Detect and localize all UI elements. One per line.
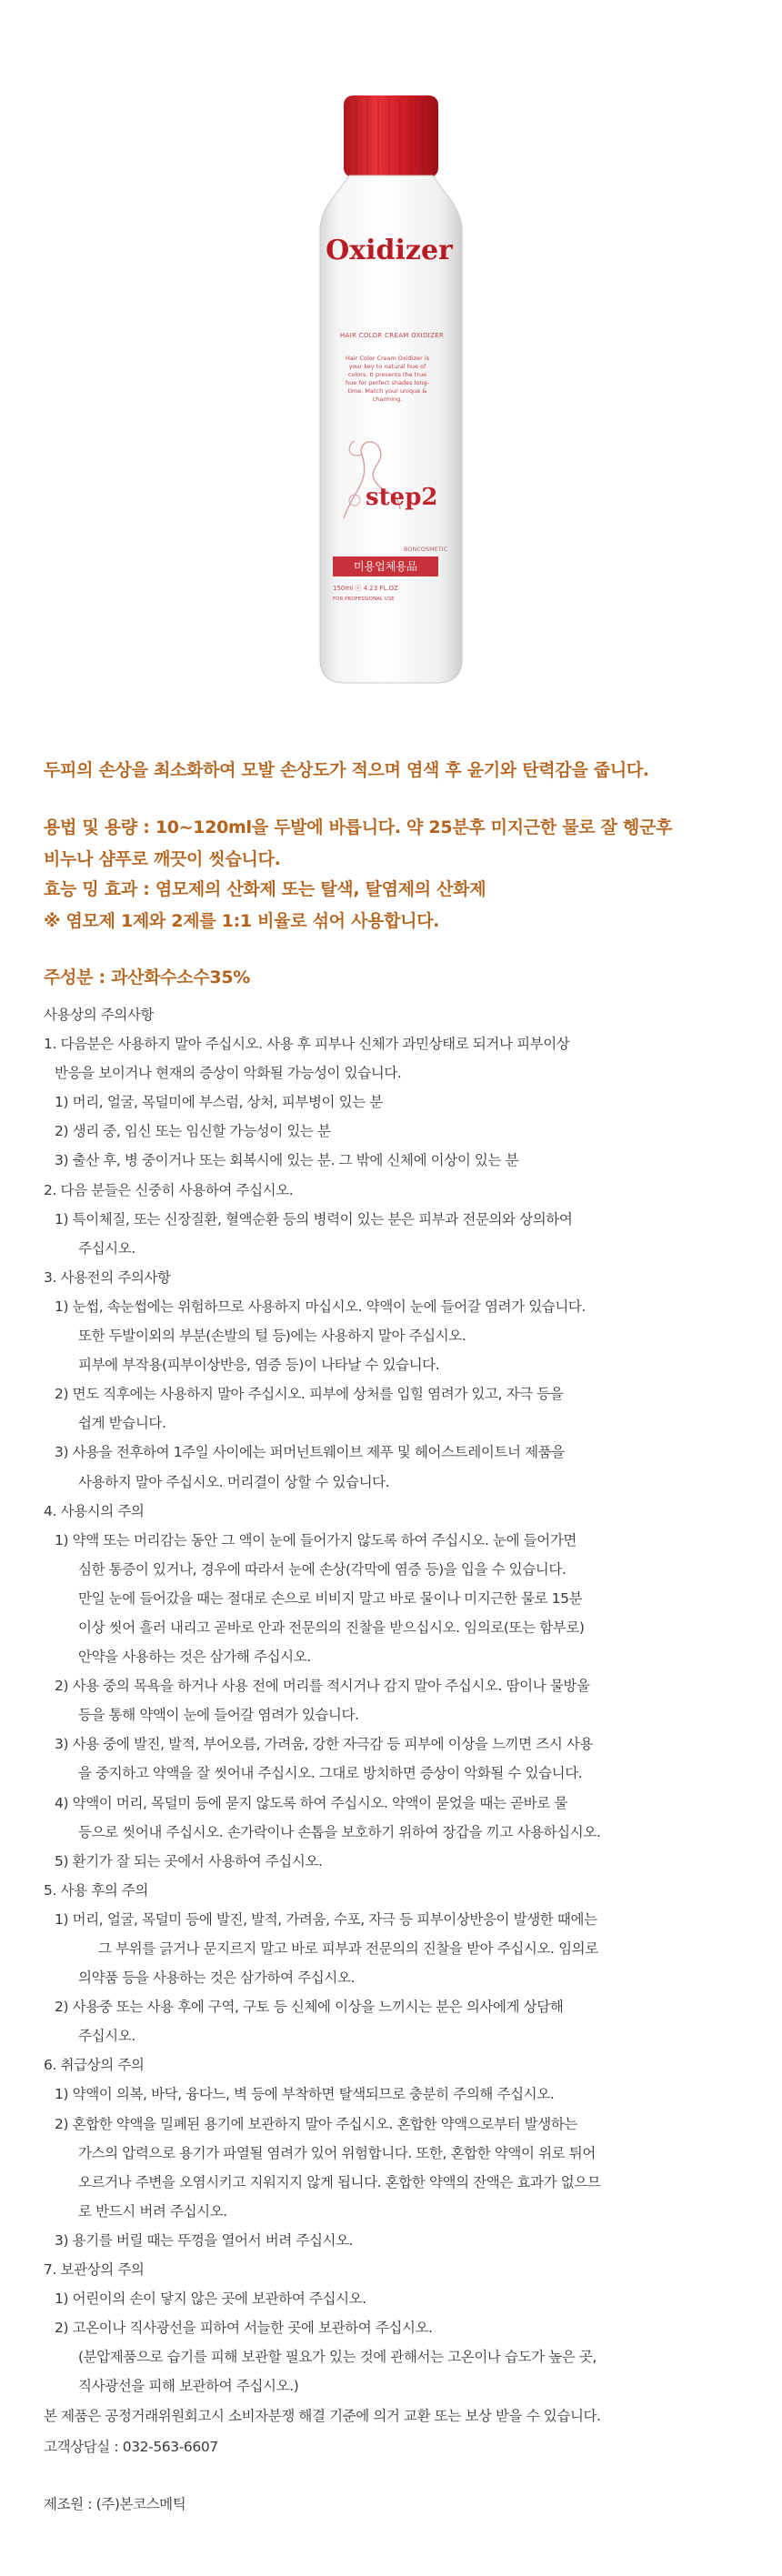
caution-line: 2) 혼합한 약액을 밀폐된 용기에 보관하지 말아 주십시오. 혼합한 약액으로부터 발생하는 <box>55 2115 577 2132</box>
product-label-subtitle: HAIR COLOR CREAM OXIDIZER <box>339 332 445 339</box>
caution-line: 안약을 사용하는 것은 삼가해 주십시오. <box>78 1649 311 1666</box>
caution-line: 2) 고온이나 직사광선을 피하여 서늘한 곳에 보관하여 주십시오. <box>55 2320 433 2337</box>
exchange-notice: 본 제품은 공정거래위원회고시 소비자분쟁 해결 기준에 의거 교환 또는 보상 받을 수 있습니다. <box>44 2408 601 2424</box>
cautions-list <box>44 1000 762 2401</box>
manufacturer: 제조원 : (주)본코스메틱 <box>44 2496 186 2512</box>
caution-line: 6. 취급상의 주의 <box>44 2057 145 2074</box>
caution-line: 등으로 씻어내 주십시오. 손가락이나 손톱을 보호하기 위하여 장갑을 끼고 사용하십시오. <box>78 1823 601 1840</box>
product-step: step2 <box>366 484 438 511</box>
caution-line: 을 중지하고 약액을 잘 씻어내 주십시오. 그대로 방치하면 증상이 악화될 수 있습니다. <box>78 1765 583 1782</box>
caution-line: 3) 출산 후, 병 중이거나 또는 회복시에 있는 분. 그 밖에 신체에 이상이 있는 분 <box>55 1152 519 1169</box>
caution-line: 5) 환기가 잘 되는 곳에서 사용하여 주십시오. <box>55 1852 323 1869</box>
product-maker-small: BONCOSMETIC <box>404 546 448 553</box>
caution-line: 1) 머리, 얼굴, 목덜미에 부스럼, 상처, 피부병이 있는 분 <box>55 1094 383 1111</box>
caution-line: 3. 사용전의 주의사항 <box>44 1268 171 1286</box>
caution-line: 심한 통증이 있거나, 경우에 따라서 눈에 손상(각막에 염증 등)을 입을 수 있습니다. <box>78 1560 566 1578</box>
caution-line: 2) 사용중 또는 사용 후에 구역, 구토 등 신체에 이상을 느끼시는 분은 의사에게 상담해 <box>55 1999 564 2016</box>
caution-line: 2) 사용 중의 목욕을 하거나 사용 전에 머리를 적시거나 감지 말아 주십시오. 땀이나 물방울 <box>55 1678 590 1695</box>
caution-line: 4) 약액이 머리, 목덜미 등에 묻지 않도록 하여 주십시오. 약액이 묻었을 때는 곧바로 물 <box>55 1794 567 1811</box>
caution-line: 등을 통해 약액이 눈에 들어갈 염려가 있습니다. <box>78 1707 359 1724</box>
caution-line: 직사광선을 피해 보관하여 주십시오.) <box>78 2378 299 2395</box>
caution-line: 사용하지 말아 주십시오. 머리결이 상할 수 있습니다. <box>78 1473 390 1490</box>
caution-line: 1) 눈썹, 속눈썹에는 위험하므로 사용하지 마십시오. 약액이 눈에 들어갈 염려가 있습니다. <box>55 1298 586 1315</box>
caution-line: 만일 눈에 들어갔을 때는 절대로 손으로 비비지 말고 바로 물이나 미지근한 물로 15분 <box>78 1589 583 1607</box>
caution-line: 3) 사용을 전후하여 1주일 사이에는 퍼머넌트웨이브 제푸 및 헤어스트레이트너 제품을 <box>55 1444 565 1461</box>
caution-line: (분압제품으로 습기를 피해 보관할 필요가 있는 것에 관해서는 고온이나 습도가 높은 곳, <box>78 2349 597 2366</box>
caution-line: 2) 생리 중, 임신 또는 임신할 가능성이 있는 분 <box>55 1123 331 1140</box>
product-pro-use: FOR PROFESSIONAL USE <box>333 596 395 602</box>
caution-line: 주십시오. <box>78 1239 135 1257</box>
effect-text: 효능 밍 효과 : 염모제의 산화제 또는 탈색, 탈염제의 산화제 <box>44 879 486 899</box>
product-ko-tag: 미용업체용品 <box>333 556 438 576</box>
mix-ratio-text: ※ 염모제 1제와 2제를 1:1 비율로 섞어 사용합니다. <box>44 911 440 931</box>
caution-line: 1) 약액 또는 머리감는 동안 그 액이 눈에 들어가지 않도록 하여 주십시오. 눈에 들어가면 <box>55 1531 576 1549</box>
caution-line: 1) 머리, 얼굴, 목덜미 등에 발진, 발적, 가려움, 수포, 자극 등 피부이상반응이 발생한 때에는 <box>55 1910 597 1928</box>
product-label-body: Hair Color Cream Oxidizer is your key to natural hue of colors. It presents the true hue for perfect shades long-time. Match your unique & charming. <box>345 355 430 403</box>
caution-line: 그 부위를 긁거나 문지르지 말고 바로 피부과 전문의의 진찰을 받아 주십시오. 임의로 <box>98 1940 598 1957</box>
caution-line: 피부에 부작용(피부이상반응, 염증 등)이 나타날 수 있습니다. <box>78 1357 440 1374</box>
ingredient-text: 주성분 : 과산화수소수35% <box>44 967 250 987</box>
caution-line: 쉽게 받습니다. <box>78 1415 166 1432</box>
usage-line-1: 용법 및 용량 : 10~120ml을 두발에 바릅니다. 약 25분후 미지근한 물로 잘 헹군후 <box>44 817 673 837</box>
usage-line-2: 비누나 샴푸로 깨끗이 씻습니다. <box>44 849 281 869</box>
caution-line: 반응을 보이거나 현재의 증상이 악화될 가능성이 있습니다. <box>55 1065 402 1082</box>
caution-line: 오르거나 주변을 오염시키고 지워지지 않게 됩니다. 혼합한 약액의 잔액은 효과가 없으므 <box>78 2173 601 2190</box>
caution-line: 로 반드시 버려 주십시오. <box>78 2202 227 2220</box>
caution-line: 7. 보관상의 주의 <box>44 2261 145 2279</box>
caution-line: 1. 다음분은 사용하지 말아 주십시오. 사용 후 피부나 신체가 과민상태로 되거나 피부이상 <box>44 1036 570 1053</box>
customer-service: 고객상담실 : 032-563-6607 <box>44 2439 218 2455</box>
floral-ornament <box>335 427 407 527</box>
caution-line: 의약품 등을 사용하는 것은 삼가하여 주십시오. <box>78 1970 356 1987</box>
caution-line: 또한 두발이외의 부분(손발의 털 등)에는 사용하지 말아 주십시오. <box>78 1328 466 1345</box>
intro-text: 두피의 손상을 최소화하여 모발 손상도가 적으며 염색 후 윤기와 탄력감을 줍니다. <box>44 760 649 780</box>
caution-line: 5. 사용 후의 주의 <box>44 1881 149 1899</box>
caution-line: 4. 사용시의 주의 <box>44 1502 145 1519</box>
caution-line: 1) 어린이의 손이 닿지 않은 곳에 보관하여 주십시오. <box>55 2290 366 2308</box>
product-brand: Oxidizer <box>326 235 453 266</box>
caution-line: 가스의 압력으로 용기가 파열될 염려가 있어 위험합니다. 또한, 혼합한 약액이 위로 튀어 <box>78 2144 596 2161</box>
caution-line: 3) 용기를 버릴 때는 뚜껑을 열어서 버려 주십시오. <box>55 2231 354 2249</box>
product-volume: 150ml ⓔ 4.23 FL.OZ <box>333 585 398 592</box>
caution-line: 사용상의 주의사항 <box>44 1007 155 1023</box>
caution-line: 1) 특이체질, 또는 신장질환, 혈액순환 등의 병력이 있는 분은 피부과 전문의와 상의하여 <box>55 1210 573 1228</box>
caution-line: 이상 씻어 흘러 내리고 곧바로 안과 전문의의 진찰을 받으십시오. 임의로(또는 함부로) <box>78 1619 585 1636</box>
caution-line: 2. 다음 분들은 신중히 사용하여 주십시오. <box>44 1181 294 1198</box>
caution-line: 1) 약액이 의복, 바닥, 융다느, 벽 등에 부착하면 탈색되므로 충분히 주의해 주십시오. <box>55 2086 555 2103</box>
caution-line: 3) 사용 중에 발진, 발적, 부어오름, 가려움, 강한 자극감 등 피부에 이상을 느끼면 즈시 사용 <box>55 1736 594 1753</box>
caution-line: 주십시오. <box>78 2028 135 2045</box>
caution-line: 2) 면도 직후에는 사용하지 말아 주십시오. 피부에 상처를 입힐 염려가 있고, 자극 등을 <box>55 1386 564 1403</box>
